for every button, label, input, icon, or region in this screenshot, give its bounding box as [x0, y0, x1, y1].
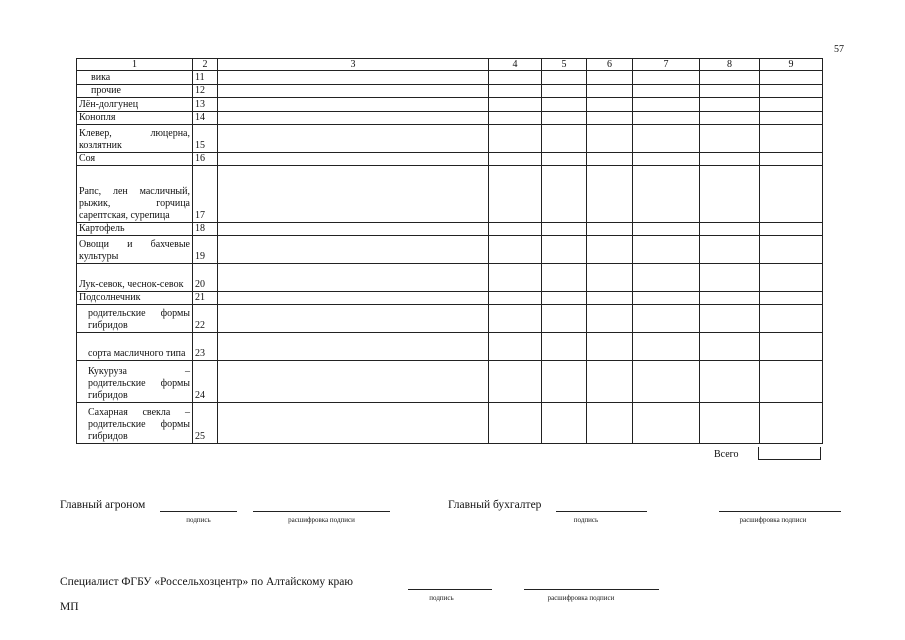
row-code-cell: 13: [193, 98, 218, 112]
value-cell-col-8[interactable]: [700, 361, 760, 403]
header-cell: 1: [77, 59, 193, 71]
value-cell-col-7[interactable]: [633, 112, 700, 125]
row-code-cell: 19: [193, 236, 218, 264]
value-cell-col-4[interactable]: [489, 166, 542, 223]
value-cell-col-8[interactable]: [700, 403, 760, 444]
value-cell-col-6[interactable]: [587, 166, 633, 223]
value-cell-col-4[interactable]: [489, 223, 542, 236]
crop-name-cell: вика: [77, 71, 193, 85]
stamp-label: МП: [60, 601, 79, 613]
value-cell-col-5[interactable]: [542, 236, 587, 264]
value-cell-col-8[interactable]: [700, 264, 760, 292]
row-code-cell: 23: [193, 333, 218, 361]
crop-name-cell: Подсолнечник: [77, 292, 193, 305]
value-cell-col-9[interactable]: [760, 333, 823, 361]
value-cell-col-5[interactable]: [542, 264, 587, 292]
row-code-cell: 18: [193, 223, 218, 236]
row-code-cell: 12: [193, 85, 218, 98]
table-row: [77, 71, 823, 85]
value-cell-col-6[interactable]: [587, 361, 633, 403]
caption-name: расшифровка подписи: [739, 516, 807, 524]
value-cell-col-9[interactable]: [760, 264, 823, 292]
value-cell-col-3[interactable]: [218, 333, 489, 361]
value-cell-col-3[interactable]: [218, 305, 489, 333]
value-cell-col-3[interactable]: [218, 112, 489, 125]
value-cell-col-4[interactable]: [489, 71, 542, 85]
value-cell-col-4[interactable]: [489, 333, 542, 361]
row-code-cell: 17: [193, 166, 218, 223]
value-cell-col-4[interactable]: [489, 403, 542, 444]
table-row: [77, 98, 823, 112]
report-table: [76, 58, 823, 444]
crop-name-cell: сорта масличного типа: [77, 333, 193, 361]
value-cell-col-3[interactable]: [218, 223, 489, 236]
table-row: [77, 125, 823, 153]
value-cell-col-5[interactable]: [542, 361, 587, 403]
value-cell-col-7[interactable]: [633, 98, 700, 112]
specialist-label: Специалист ФГБУ «Россельхозцентр» по Алтайскому краю: [60, 576, 354, 588]
value-cell-col-3[interactable]: [218, 236, 489, 264]
value-cell-col-3[interactable]: [218, 85, 489, 98]
table-header-row: [77, 59, 823, 71]
value-cell-col-3[interactable]: [218, 125, 489, 153]
value-cell-col-4[interactable]: [489, 153, 542, 166]
value-cell-col-8[interactable]: [700, 305, 760, 333]
value-cell-col-7[interactable]: [633, 333, 700, 361]
value-cell-col-6[interactable]: [587, 333, 633, 361]
value-cell-col-3[interactable]: [218, 71, 489, 85]
value-cell-col-8[interactable]: [700, 292, 760, 305]
value-cell-col-7[interactable]: [633, 403, 700, 444]
value-cell-col-5[interactable]: [542, 98, 587, 112]
value-cell-col-6[interactable]: [587, 264, 633, 292]
value-cell-col-6[interactable]: [587, 112, 633, 125]
caption-signature: подпись: [186, 516, 211, 524]
value-cell-col-9[interactable]: [760, 153, 823, 166]
value-cell-col-4[interactable]: [489, 98, 542, 112]
value-cell-col-7[interactable]: [633, 223, 700, 236]
value-cell-col-4[interactable]: [489, 112, 542, 125]
crop-name-cell: Картофель: [77, 223, 193, 236]
value-cell-col-4[interactable]: [489, 85, 542, 98]
table-row: [77, 112, 823, 125]
value-cell-col-5[interactable]: [542, 85, 587, 98]
value-cell-col-6[interactable]: [587, 403, 633, 444]
chief-agronomist-label: Главный агроном: [60, 499, 146, 511]
value-cell-col-6[interactable]: [587, 98, 633, 112]
value-cell-col-9[interactable]: [760, 98, 823, 112]
header-cell: 6: [587, 59, 633, 71]
value-cell-col-7[interactable]: [633, 71, 700, 85]
value-cell-col-6[interactable]: [587, 125, 633, 153]
row-code-cell: 14: [193, 112, 218, 125]
value-cell-col-3[interactable]: [218, 292, 489, 305]
value-cell-col-5[interactable]: [542, 292, 587, 305]
value-cell-col-5[interactable]: [542, 71, 587, 85]
value-cell-col-3[interactable]: [218, 166, 489, 223]
value-cell-col-6[interactable]: [587, 305, 633, 333]
value-cell-col-5[interactable]: [542, 305, 587, 333]
value-cell-col-4[interactable]: [489, 125, 542, 153]
value-cell-col-7[interactable]: [633, 85, 700, 98]
value-cell-col-9[interactable]: [760, 166, 823, 223]
value-cell-col-8[interactable]: [700, 236, 760, 264]
value-cell-col-3[interactable]: [218, 153, 489, 166]
value-cell-col-9[interactable]: [760, 112, 823, 125]
caption-signature: подпись: [573, 516, 599, 524]
table-row: [77, 236, 823, 264]
value-cell-col-9[interactable]: [760, 305, 823, 333]
value-cell-col-8[interactable]: [700, 223, 760, 236]
table-row: [77, 292, 823, 305]
value-cell-col-4[interactable]: [489, 264, 542, 292]
value-cell-col-6[interactable]: [587, 71, 633, 85]
crop-name-cell: Соя: [77, 153, 193, 166]
table-row: [77, 403, 823, 444]
row-code-cell: 11: [193, 71, 218, 85]
value-cell-col-3[interactable]: [218, 361, 489, 403]
accountant-signature-line[interactable]: [556, 511, 647, 512]
table-row: [77, 85, 823, 98]
specialist-name-line[interactable]: [524, 589, 659, 590]
row-code-cell: 25: [193, 403, 218, 444]
crop-name-cell: Лук-севок, чеснок-севок: [77, 264, 193, 292]
crop-name-cell: Рапс, лен масличный, рыжик, горчица сарептская, сурепица: [77, 166, 193, 223]
table-row: [77, 153, 823, 166]
value-cell-col-6[interactable]: [587, 292, 633, 305]
value-cell-col-8[interactable]: [700, 112, 760, 125]
value-cell-col-8[interactable]: [700, 166, 760, 223]
crop-name-cell: Овощи и бахчевые культуры: [77, 236, 193, 264]
value-cell-col-7[interactable]: [633, 166, 700, 223]
value-cell-col-6[interactable]: [587, 153, 633, 166]
value-cell-col-9[interactable]: [760, 125, 823, 153]
value-cell-col-9[interactable]: [760, 236, 823, 264]
value-cell-col-9[interactable]: [760, 292, 823, 305]
crop-name-cell: Кукуруза – родительские формы гибридов: [77, 361, 193, 403]
value-cell-col-7[interactable]: [633, 153, 700, 166]
chief-accountant-label: Главный бухгалтер: [448, 499, 542, 511]
header-cell: 9: [760, 59, 823, 71]
header-cell: 7: [633, 59, 700, 71]
value-cell-col-5[interactable]: [542, 112, 587, 125]
row-code-cell: 21: [193, 292, 218, 305]
value-cell-col-8[interactable]: [700, 85, 760, 98]
value-cell-col-7[interactable]: [633, 305, 700, 333]
page-number: 57: [834, 44, 844, 55]
value-cell-col-3[interactable]: [218, 264, 489, 292]
value-cell-col-4[interactable]: [489, 236, 542, 264]
value-cell-col-5[interactable]: [542, 125, 587, 153]
row-code-cell: 16: [193, 153, 218, 166]
agronomist-name-line[interactable]: [253, 511, 390, 512]
value-cell-col-7[interactable]: [633, 125, 700, 153]
crop-name-cell: Сахарная свекла – родительские формы гибридов: [77, 403, 193, 444]
value-cell-col-6[interactable]: [587, 236, 633, 264]
value-cell-col-3[interactable]: [218, 403, 489, 444]
header-cell: 2: [193, 59, 218, 71]
table-row: [77, 333, 823, 361]
header-cell: 8: [700, 59, 760, 71]
agronomist-signature-line[interactable]: [160, 511, 237, 512]
specialist-signature-line[interactable]: [408, 589, 492, 590]
value-cell-col-6[interactable]: [587, 223, 633, 236]
caption-signature: подпись: [429, 594, 454, 602]
value-cell-col-3[interactable]: [218, 98, 489, 112]
value-cell-col-8[interactable]: [700, 98, 760, 112]
table-row: [77, 305, 823, 333]
table-row: [77, 264, 823, 292]
total-label: Всего: [714, 449, 739, 460]
value-cell-col-9[interactable]: [760, 223, 823, 236]
row-code-cell: 22: [193, 305, 218, 333]
row-code-cell: 24: [193, 361, 218, 403]
total-value-cell[interactable]: [758, 447, 821, 460]
table-row: [77, 166, 823, 223]
crop-name-cell: Лён-долгунец: [77, 98, 193, 112]
value-cell-col-5[interactable]: [542, 403, 587, 444]
value-cell-col-9[interactable]: [760, 361, 823, 403]
caption-name: расшифровка подписи: [288, 516, 355, 524]
value-cell-col-5[interactable]: [542, 166, 587, 223]
value-cell-col-7[interactable]: [633, 236, 700, 264]
row-code-cell: 20: [193, 264, 218, 292]
value-cell-col-7[interactable]: [633, 264, 700, 292]
header-cell: 5: [542, 59, 587, 71]
crop-name-cell: прочие: [77, 85, 193, 98]
value-cell-col-6[interactable]: [587, 85, 633, 98]
value-cell-col-9[interactable]: [760, 85, 823, 98]
header-cell: 3: [218, 59, 489, 71]
value-cell-col-4[interactable]: [489, 361, 542, 403]
value-cell-col-8[interactable]: [700, 333, 760, 361]
value-cell-col-5[interactable]: [542, 333, 587, 361]
table-row: [77, 361, 823, 403]
crop-name-cell: Конопля: [77, 112, 193, 125]
row-code-cell: 15: [193, 125, 218, 153]
value-cell-col-8[interactable]: [700, 153, 760, 166]
crop-name-cell: Клевер, люцерна, козлятник: [77, 125, 193, 153]
value-cell-col-4[interactable]: [489, 305, 542, 333]
value-cell-col-5[interactable]: [542, 223, 587, 236]
value-cell-col-7[interactable]: [633, 361, 700, 403]
table-row: [77, 223, 823, 236]
crop-name-cell: родительские формы гибридов: [77, 305, 193, 333]
value-cell-col-9[interactable]: [760, 71, 823, 85]
value-cell-col-9[interactable]: [760, 403, 823, 444]
value-cell-col-8[interactable]: [700, 71, 760, 85]
value-cell-col-4[interactable]: [489, 292, 542, 305]
accountant-name-line[interactable]: [719, 511, 841, 512]
header-cell: 4: [489, 59, 542, 71]
value-cell-col-8[interactable]: [700, 125, 760, 153]
value-cell-col-5[interactable]: [542, 153, 587, 166]
value-cell-col-7[interactable]: [633, 292, 700, 305]
caption-name: расшифровка подписи: [547, 594, 615, 602]
